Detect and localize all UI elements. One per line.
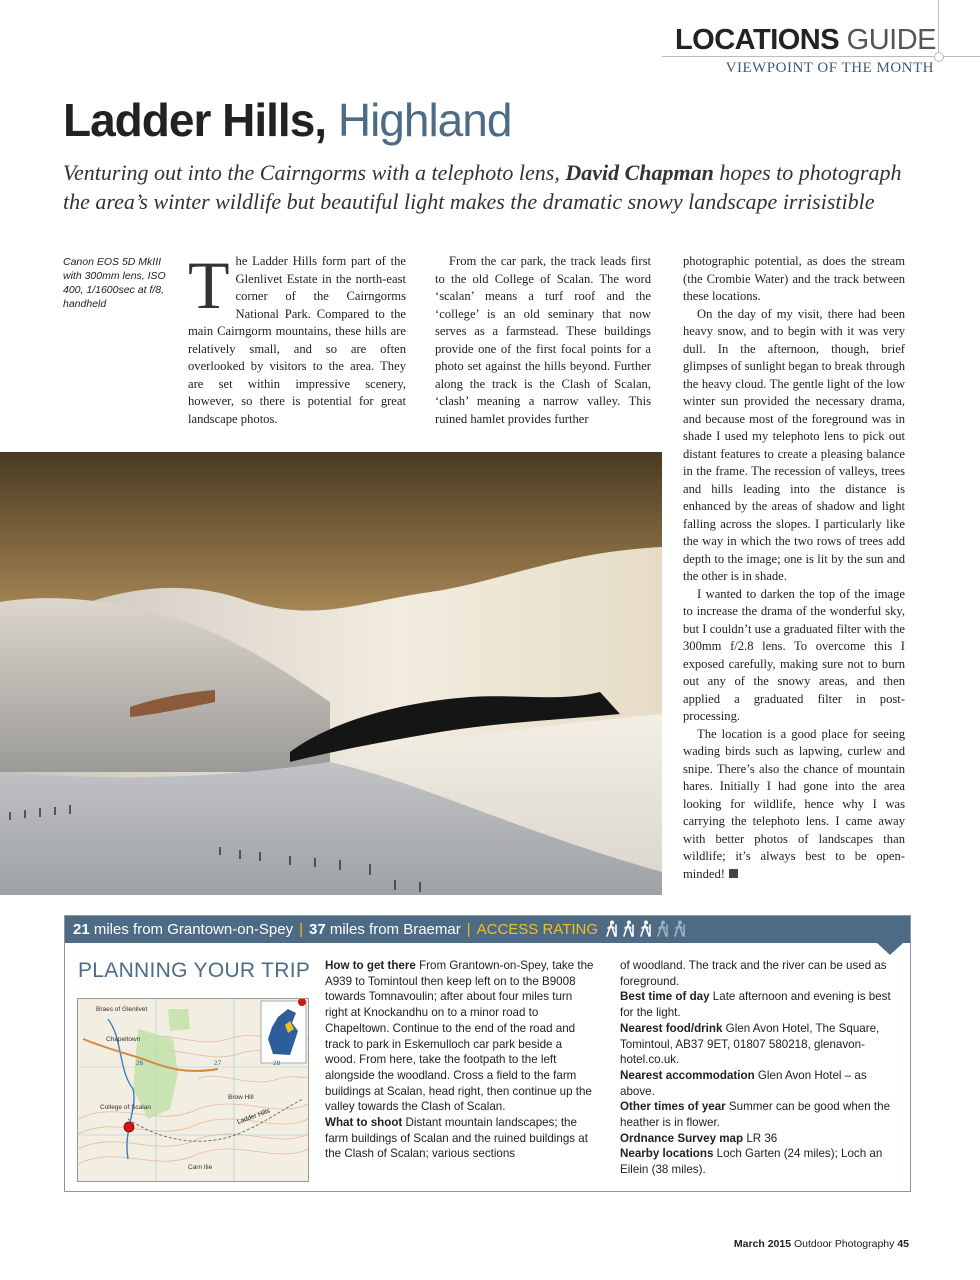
planning-box xyxy=(64,915,911,1192)
location-map xyxy=(77,998,309,1182)
how-text: From Grantown-on-Spey, take the A939 to Tomintoul then keep left on to the B9008 towards Tomnavoulin; after about four miles turn right at Knockandhu on to a minor road to Chapeltown. Continue to the end of the road and track to park in Eskemulloch car park beside a wood. From here, take the footpath to the left alongside the woodland. Cross a field to the farm buildings at Scalan, head right, then continue up the valley towards the Clash of Scalan. xyxy=(325,959,594,1114)
map-grid-label: 26 xyxy=(136,1060,144,1067)
bar-notch xyxy=(877,943,903,955)
title-place: Ladder Hills, xyxy=(63,94,327,146)
standfirst-author: David Chapman xyxy=(565,160,714,185)
section-subtitle: VIEWPOINT OF THE MONTH xyxy=(725,60,934,76)
distance-2: 37 miles from Braemar xyxy=(309,921,461,938)
os-map-text: LR 36 xyxy=(746,1131,778,1145)
map-label-ladder: Ladder Hills xyxy=(236,1107,271,1126)
map-label-scalan: College of Scalan xyxy=(100,1104,151,1111)
planning-column-2 xyxy=(620,958,900,1178)
article-paragraph-text: he Ladder Hills form part of the Glenlivet Estate in the north-east corner of the Cairngorms National Park. Compared to the main Cairngorm mountains, these hills are relatively small, and so are often overlooked by visitors to the area. They are set within impressive scenery, however, so there is potential for great landscape photos. xyxy=(188,254,406,426)
title-region: Highland xyxy=(337,94,512,146)
other-times-label: Other times of year xyxy=(620,1100,726,1114)
what-text: Distant mountain landscapes; the farm buildings of Scalan and the ruined buildings at the Clash of Scalan; various sections xyxy=(325,1116,588,1161)
nearby-text: Loch Garten (24 miles); Loch an Eilein (38 miles). xyxy=(620,1147,883,1177)
header-rule-vertical xyxy=(938,0,939,60)
planning-info-bar xyxy=(65,916,910,943)
footer-magazine: Outdoor Photography xyxy=(793,1238,895,1250)
how-label: How to get there xyxy=(325,959,416,972)
access-rating-icons xyxy=(602,921,687,938)
bar-separator: | xyxy=(299,921,303,938)
food-label: Nearest food/drink xyxy=(620,1021,723,1035)
page-title xyxy=(63,92,511,148)
hiker-icon-filled xyxy=(621,920,636,937)
what-label: What to shoot xyxy=(325,1116,403,1130)
photo-caption: Canon EOS 5D MkIII with 300mm lens, ISO 400, 1/1600sec at f/8, handheld xyxy=(63,256,166,310)
hiker-icon-empty xyxy=(655,920,670,937)
article-paragraph: On the day of my visit, there had been heavy snow, and to begin with it was very dull. In the afternoon, though, brief glimpses of sunlight began to break through the heavy cloud. The gentle light of the low winter sun provided the necessary drama, and because most of the foreground was in shade I used my telephoto lens to pick out distant features to create a pleasing balance in the frame. The recession of valleys, trees and hills leading into the distance is enhanced by the areas of shadow and light falling across the slopes. I particularly like the way in which the two rows of trees add depth to the image; one is lit by the sun and the other is in shade. xyxy=(683,306,905,583)
footer-issue: March 2015 xyxy=(733,1238,792,1250)
section-title-light: GUIDE xyxy=(846,24,936,56)
map-grid-label: 28 xyxy=(273,1060,281,1067)
map-label-brow: Brow Hill xyxy=(228,1094,254,1101)
article-column-2 xyxy=(435,253,651,428)
access-rating-label: ACCESS RATING xyxy=(476,921,599,938)
article-paragraph xyxy=(188,247,406,428)
food-text: Glen Avon Hotel, The Square, Tomintoul, AB37 9ET, 01807 580218, glenavon-hotel.co.uk. xyxy=(620,1021,880,1067)
section-title-strong: LOCATIONS xyxy=(674,24,840,56)
standfirst-after: hopes to photograph the area’s winter wildlife but beautiful light makes the dramatic snowy landscape irrisistible xyxy=(63,160,902,214)
standfirst-before: Venturing out into the Cairngorms with a telephoto lens, xyxy=(63,160,560,185)
planning-column-1 xyxy=(325,958,595,1162)
other-times-text: Summer can be good when the heather is in flower. xyxy=(620,1100,891,1130)
os-map-label: Ordnance Survey map xyxy=(620,1131,744,1145)
article-paragraph-text: The location is a good place for seeing wading birds such as lapwing, curlew and snipe. There’s also the chance of mountain hares. Initially I had gone into the area looking for wildlife, hence why I was carrying the telephoto lens. I came away with better photos of landscapes than wildlife; it’s always best to be open-minded! xyxy=(683,726,905,881)
best-time-label: Best time of day xyxy=(620,990,710,1004)
hiker-icon-filled xyxy=(604,920,619,937)
article-column-1 xyxy=(188,247,406,428)
map-location-pin xyxy=(124,1122,134,1132)
article-paragraph: From the car park, the track leads first to the old College of Scalan. The word ‘scalan’ means a turf roof and the ‘college’ is an old seminary that now serves as a farmstead. These buildings provide one of the first focal points for a photo set against the hills beyond. Further along the track is the Clash of Scalan, ‘clash’ meaning a narrow valley. This ruined hamlet provides further xyxy=(435,254,651,426)
accommodation-label: Nearest accommodation xyxy=(620,1068,755,1082)
planning-heading: PLANNING YOUR TRIP xyxy=(78,959,311,982)
what-text-continued: of woodland. The track and the river can be used as foreground. xyxy=(620,959,887,988)
page-footer xyxy=(600,1238,909,1250)
best-time-text: Late afternoon and evening is best for the light. xyxy=(620,990,891,1020)
hiker-icon-filled xyxy=(638,920,653,937)
article-column-3 xyxy=(683,253,905,883)
end-mark xyxy=(729,869,738,878)
map-grid-label: 27 xyxy=(214,1060,222,1067)
accommodation-text: Glen Avon Hotel – as above. xyxy=(620,1068,867,1098)
article-paragraph xyxy=(683,726,905,884)
footer-page-number: 45 xyxy=(897,1238,909,1250)
landscape-photo xyxy=(0,452,662,895)
map-label-carn: Carn Ilie xyxy=(188,1164,213,1171)
drop-cap: T xyxy=(188,247,230,323)
article-paragraph: photographic potential, as does the stream (the Crombie Water) and the track between these locations. xyxy=(683,254,905,303)
nearby-label: Nearby locations xyxy=(620,1147,714,1161)
map-label-chapeltown: Chapeltown xyxy=(106,1036,141,1043)
bar-separator: | xyxy=(466,921,471,938)
standfirst xyxy=(63,158,933,216)
section-title xyxy=(600,22,936,58)
distance-1: 21 miles from Grantown-on-Spey xyxy=(73,921,294,938)
article-paragraph: I wanted to darken the top of the image to increase the drama of the wonderful sky, but I couldn’t use a graduated filter with the 300mm f/2.8 lens. To overcome this I exposed carefully, making sure not to burn out any of the snowy areas, and then applied a graduated filter in post-processing. xyxy=(683,586,905,723)
map-label-braes: Braes of Glenlivet xyxy=(96,1006,148,1013)
hiker-icon-empty xyxy=(672,920,687,937)
